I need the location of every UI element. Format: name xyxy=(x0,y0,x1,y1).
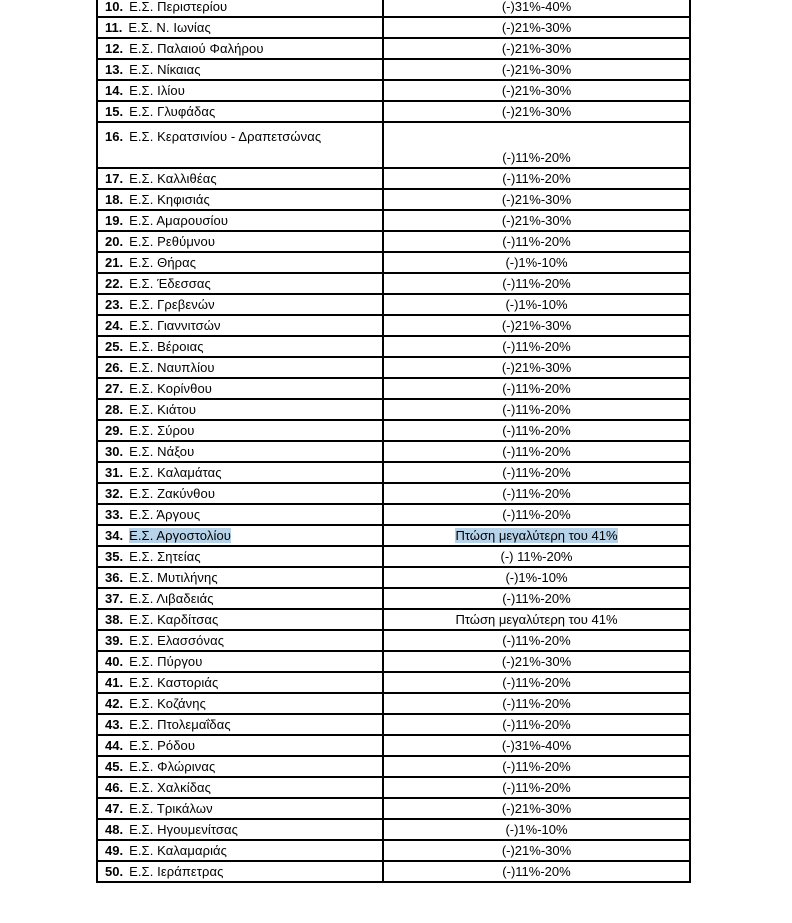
row-number: 21. xyxy=(105,254,124,270)
office-name: Ε.Σ. Νίκαιας xyxy=(129,61,201,77)
table-row xyxy=(97,672,690,693)
table-row xyxy=(97,651,690,672)
change-range: (-)21%-30% xyxy=(501,104,572,119)
results-table xyxy=(96,0,691,883)
office-name: Ε.Σ. Κηφισιάς xyxy=(129,191,210,207)
table-row xyxy=(97,462,690,483)
table-row xyxy=(97,168,690,189)
table-row xyxy=(97,630,690,651)
change-range: Πτώση μεγαλύτερη του 41% xyxy=(455,528,618,543)
row-number: 46. xyxy=(105,779,124,795)
row-number: 12. xyxy=(105,40,124,56)
table-row xyxy=(97,588,690,609)
office-name: Ε.Σ. Κορίνθου xyxy=(129,380,213,396)
office-name: Ε.Σ. Βέροιας xyxy=(129,338,204,354)
change-range-cell xyxy=(383,861,690,882)
change-range-cell xyxy=(383,483,690,504)
office-name: Ε.Σ. Γιαννιτσών xyxy=(129,317,221,333)
office-name: Ε.Σ. Ν. Ιωνίας xyxy=(128,19,211,35)
office-name: Ε.Σ. Καρδίτσας xyxy=(129,611,219,627)
office-name: Ε.Σ. Ναυπλίου xyxy=(129,359,215,375)
results-table-body xyxy=(97,0,690,882)
change-range-cell xyxy=(383,252,690,273)
office-name: Ε.Σ. Νάξου xyxy=(129,443,195,459)
row-number: 19. xyxy=(105,212,124,228)
row-number: 18. xyxy=(105,191,124,207)
change-range-cell xyxy=(383,101,690,122)
office-cell xyxy=(97,630,383,651)
change-range: (-)11%-20% xyxy=(502,402,571,417)
office-cell xyxy=(97,483,383,504)
change-range-cell xyxy=(383,231,690,252)
office-name: Ε.Σ. Αμαρουσίου xyxy=(129,212,229,228)
change-range-cell xyxy=(383,777,690,798)
office-name: Ε.Σ. Έδεσσας xyxy=(129,275,211,291)
change-range: (-)21%-30% xyxy=(501,41,572,56)
office-cell xyxy=(97,840,383,861)
table-row xyxy=(97,693,690,714)
change-range: (-)11%-20% xyxy=(502,150,571,165)
row-number: 25. xyxy=(105,338,124,354)
office-cell xyxy=(97,101,383,122)
office-name: Ε.Σ. Σύρου xyxy=(129,422,195,438)
table-row xyxy=(97,189,690,210)
row-number: 17. xyxy=(105,170,124,186)
office-cell xyxy=(97,231,383,252)
table-row xyxy=(97,735,690,756)
office-name: Ε.Σ. Ελασσόνας xyxy=(129,632,225,648)
office-name: Ε.Σ. Καστοριάς xyxy=(129,674,219,690)
row-number: 42. xyxy=(105,695,124,711)
office-name: Ε.Σ. Καλαμαριάς xyxy=(129,842,228,858)
row-number: 36. xyxy=(105,569,124,585)
change-range-cell xyxy=(383,819,690,840)
change-range: (-)31%-40% xyxy=(501,0,572,14)
table-row xyxy=(97,252,690,273)
table-row xyxy=(97,798,690,819)
change-range: (-)11%-20% xyxy=(502,234,571,249)
change-range: (-)11%-20% xyxy=(502,633,571,648)
table-row xyxy=(97,210,690,231)
office-cell xyxy=(97,609,383,630)
office-cell xyxy=(97,798,383,819)
row-number: 44. xyxy=(105,737,124,753)
office-cell xyxy=(97,672,383,693)
table-row xyxy=(97,59,690,80)
change-range: (-)1%-10% xyxy=(505,570,568,585)
change-range-cell xyxy=(383,630,690,651)
change-range-cell xyxy=(383,756,690,777)
office-cell xyxy=(97,462,383,483)
table-row xyxy=(97,714,690,735)
office-cell xyxy=(97,336,383,357)
row-number: 34. xyxy=(105,527,124,543)
change-range-cell xyxy=(383,294,690,315)
change-range: (-)21%-30% xyxy=(501,360,572,375)
table-row xyxy=(97,294,690,315)
office-name: Ε.Σ. Κιάτου xyxy=(129,401,197,417)
office-name: Ε.Σ. Κερατσινίου - Δραπετσώνας xyxy=(129,129,322,144)
office-cell xyxy=(97,861,383,882)
table-row xyxy=(97,819,690,840)
table-row xyxy=(97,777,690,798)
office-name: Ε.Σ. Λιβαδειάς xyxy=(129,590,214,606)
table-row xyxy=(97,80,690,101)
office-name: Ε.Σ. Θήρας xyxy=(129,254,197,270)
change-range-cell xyxy=(383,840,690,861)
change-range: (-)11%-20% xyxy=(502,423,571,438)
change-range-cell xyxy=(383,38,690,59)
table-row xyxy=(97,273,690,294)
change-range: (-)11%-20% xyxy=(502,780,571,795)
office-name: Ε.Σ. Καλλιθέας xyxy=(129,170,217,186)
office-cell xyxy=(97,378,383,399)
office-cell xyxy=(97,399,383,420)
change-range: (-)11%-20% xyxy=(502,507,571,522)
change-range-cell xyxy=(383,462,690,483)
office-cell xyxy=(97,819,383,840)
change-range: (-)1%-10% xyxy=(505,255,568,270)
office-label xyxy=(129,528,231,543)
table-row xyxy=(97,38,690,59)
change-range-cell xyxy=(383,672,690,693)
change-range-cell xyxy=(383,80,690,101)
change-range: (-)21%-30% xyxy=(501,20,572,35)
office-name: Ε.Σ. Φλώρινας xyxy=(129,758,216,774)
change-range: (-)21%-30% xyxy=(501,318,572,333)
office-name: Ε.Σ. Ιεράπετρας xyxy=(129,863,224,879)
office-cell xyxy=(97,315,383,336)
change-range-cell xyxy=(383,693,690,714)
office-cell xyxy=(97,252,383,273)
office-cell xyxy=(97,210,383,231)
row-number: 31. xyxy=(105,464,124,480)
change-range-cell xyxy=(383,504,690,525)
table-row xyxy=(97,336,690,357)
office-cell xyxy=(97,80,383,101)
office-name: Ε.Σ. Χαλκίδας xyxy=(129,779,212,795)
change-range-cell xyxy=(383,122,690,168)
row-number: 33. xyxy=(105,506,124,522)
change-range: (-)11%-20% xyxy=(502,465,571,480)
office-cell xyxy=(97,189,383,210)
change-range: (-)11%-20% xyxy=(502,759,571,774)
change-range: (-)21%-30% xyxy=(501,192,572,207)
row-number: 32. xyxy=(105,485,124,501)
change-range: (-) 11%-20% xyxy=(500,549,573,564)
office-name: Ε.Σ. Περιστερίου xyxy=(129,0,228,14)
office-cell xyxy=(97,294,383,315)
change-range: (-)11%-20% xyxy=(502,717,571,732)
table-row xyxy=(97,17,690,38)
change-range: (-)11%-20% xyxy=(502,696,571,711)
office-name: Ε.Σ. Καλαμάτας xyxy=(129,464,222,480)
table-row xyxy=(97,756,690,777)
table-row xyxy=(97,357,690,378)
office-cell xyxy=(97,756,383,777)
change-range: (-)21%-30% xyxy=(501,62,572,77)
change-range-cell xyxy=(383,546,690,567)
office-cell xyxy=(97,588,383,609)
office-cell xyxy=(97,735,383,756)
office-cell xyxy=(97,357,383,378)
change-range: (-)11%-20% xyxy=(502,171,571,186)
change-range: (-)11%-20% xyxy=(502,486,571,501)
row-number: 23. xyxy=(105,296,124,312)
row-number: 29. xyxy=(105,422,124,438)
office-name: Ε.Σ. Ιλίου xyxy=(129,82,185,98)
office-cell xyxy=(97,777,383,798)
office-cell xyxy=(97,273,383,294)
change-range-cell xyxy=(383,651,690,672)
office-name: Ε.Σ. Ζακύνθου xyxy=(129,485,216,501)
table-row xyxy=(97,504,690,525)
change-range: (-)11%-20% xyxy=(502,339,571,354)
table-row xyxy=(97,567,690,588)
row-number: 37. xyxy=(105,590,124,606)
change-range-cell xyxy=(383,378,690,399)
change-range: (-)11%-20% xyxy=(502,675,571,690)
row-number: 38. xyxy=(105,611,124,627)
row-number: 41. xyxy=(105,674,124,690)
office-cell xyxy=(97,525,383,546)
change-range-cell xyxy=(383,315,690,336)
change-range-cell xyxy=(383,168,690,189)
change-range: (-)21%-30% xyxy=(501,654,572,669)
change-range-cell xyxy=(383,210,690,231)
row-number: 22. xyxy=(105,275,124,291)
change-range: (-)1%-10% xyxy=(505,297,568,312)
change-range-cell xyxy=(383,567,690,588)
office-cell xyxy=(97,0,383,17)
table-row xyxy=(97,315,690,336)
table-row xyxy=(97,399,690,420)
change-range-cell xyxy=(383,714,690,735)
row-number: 47. xyxy=(105,800,124,816)
change-range: (-)21%-30% xyxy=(501,213,572,228)
office-cell xyxy=(97,122,383,168)
table-row xyxy=(97,420,690,441)
change-range: (-)21%-30% xyxy=(501,801,572,816)
change-range-cell xyxy=(383,735,690,756)
row-number: 43. xyxy=(105,716,124,732)
change-range: (-)11%-20% xyxy=(502,381,571,396)
office-cell xyxy=(97,714,383,735)
row-number: 15. xyxy=(105,103,124,119)
office-cell xyxy=(97,168,383,189)
row-number: 39. xyxy=(105,632,124,648)
row-number: 24. xyxy=(105,317,124,333)
office-cell xyxy=(97,504,383,525)
row-number: 26. xyxy=(105,359,124,375)
change-range-cell xyxy=(383,189,690,210)
row-number: 16. xyxy=(105,129,124,144)
row-number: 35. xyxy=(105,548,124,564)
office-name: Ε.Σ. Άργους xyxy=(129,506,201,522)
office-name: Ε.Σ. Πτολεμαΐδας xyxy=(129,716,231,732)
office-name: Ε.Σ. Ηγουμενίτσας xyxy=(129,821,238,837)
office-cell xyxy=(97,441,383,462)
change-range-cell xyxy=(383,17,690,38)
change-range-cell xyxy=(383,399,690,420)
office-name: Ε.Σ. Πύργου xyxy=(129,653,203,669)
office-cell xyxy=(97,651,383,672)
table-row xyxy=(97,546,690,567)
change-range-cell xyxy=(383,609,690,630)
table-row xyxy=(97,0,690,17)
change-range-cell xyxy=(383,588,690,609)
change-range: (-)21%-30% xyxy=(501,843,572,858)
row-number: 14. xyxy=(105,82,124,98)
office-cell xyxy=(97,59,383,80)
table-row xyxy=(97,840,690,861)
office-cell xyxy=(97,38,383,59)
row-number: 30. xyxy=(105,443,124,459)
change-range: (-)11%-20% xyxy=(502,864,571,879)
office-cell xyxy=(97,17,383,38)
change-range-cell xyxy=(383,798,690,819)
change-range: Πτώση μεγαλύτερη του 41% xyxy=(455,612,618,627)
office-cell xyxy=(97,546,383,567)
table-row xyxy=(97,861,690,882)
change-range-cell xyxy=(383,273,690,294)
row-number: 49. xyxy=(105,842,124,858)
change-range: (-)1%-10% xyxy=(505,822,568,837)
table-row xyxy=(97,483,690,504)
change-range-cell xyxy=(383,59,690,80)
office-name: Ε.Σ. Κοζάνης xyxy=(129,695,206,711)
change-range: (-)21%-30% xyxy=(501,83,572,98)
table-row xyxy=(97,441,690,462)
row-number: 28. xyxy=(105,401,124,417)
office-name: Ε.Σ. Τρικάλων xyxy=(129,800,213,816)
change-range-cell xyxy=(383,0,690,17)
row-number: 45. xyxy=(105,758,124,774)
office-name: Ε.Σ. Ρόδου xyxy=(129,737,196,753)
row-number: 27. xyxy=(105,380,124,396)
change-range-cell xyxy=(383,525,690,546)
office-cell xyxy=(97,567,383,588)
table-row xyxy=(97,101,690,122)
row-number: 11. xyxy=(105,19,123,35)
table-row xyxy=(97,122,690,168)
office-name: Ε.Σ. Παλαιού Φαλήρου xyxy=(129,40,264,56)
row-number: 48. xyxy=(105,821,124,837)
row-number: 10. xyxy=(105,0,124,14)
office-name: Ε.Σ. Ρεθύμνου xyxy=(129,233,216,249)
change-range-cell xyxy=(383,336,690,357)
row-number: 20. xyxy=(105,233,124,249)
office-name: Ε.Σ. Αργοστολίου xyxy=(129,527,231,543)
office-name: Ε.Σ. Γρεβενών xyxy=(129,296,215,312)
row-number: 40. xyxy=(105,653,124,669)
table-row xyxy=(97,525,690,546)
change-range-cell xyxy=(383,420,690,441)
change-range-cell xyxy=(383,441,690,462)
row-number: 50. xyxy=(105,863,124,879)
office-name: Ε.Σ. Σητείας xyxy=(129,548,201,564)
table-row xyxy=(97,231,690,252)
change-range-cell xyxy=(383,357,690,378)
change-range: (-)11%-20% xyxy=(502,591,571,606)
office-name: Ε.Σ. Γλυφάδας xyxy=(129,103,216,119)
table-row xyxy=(97,609,690,630)
office-name: Ε.Σ. Μυτιλήνης xyxy=(129,569,218,585)
change-range: (-)31%-40% xyxy=(501,738,572,753)
office-cell xyxy=(97,693,383,714)
change-range: (-)11%-20% xyxy=(502,276,571,291)
office-cell xyxy=(97,420,383,441)
change-range: (-)11%-20% xyxy=(502,444,571,459)
row-number: 13. xyxy=(105,61,124,77)
table-row xyxy=(97,378,690,399)
